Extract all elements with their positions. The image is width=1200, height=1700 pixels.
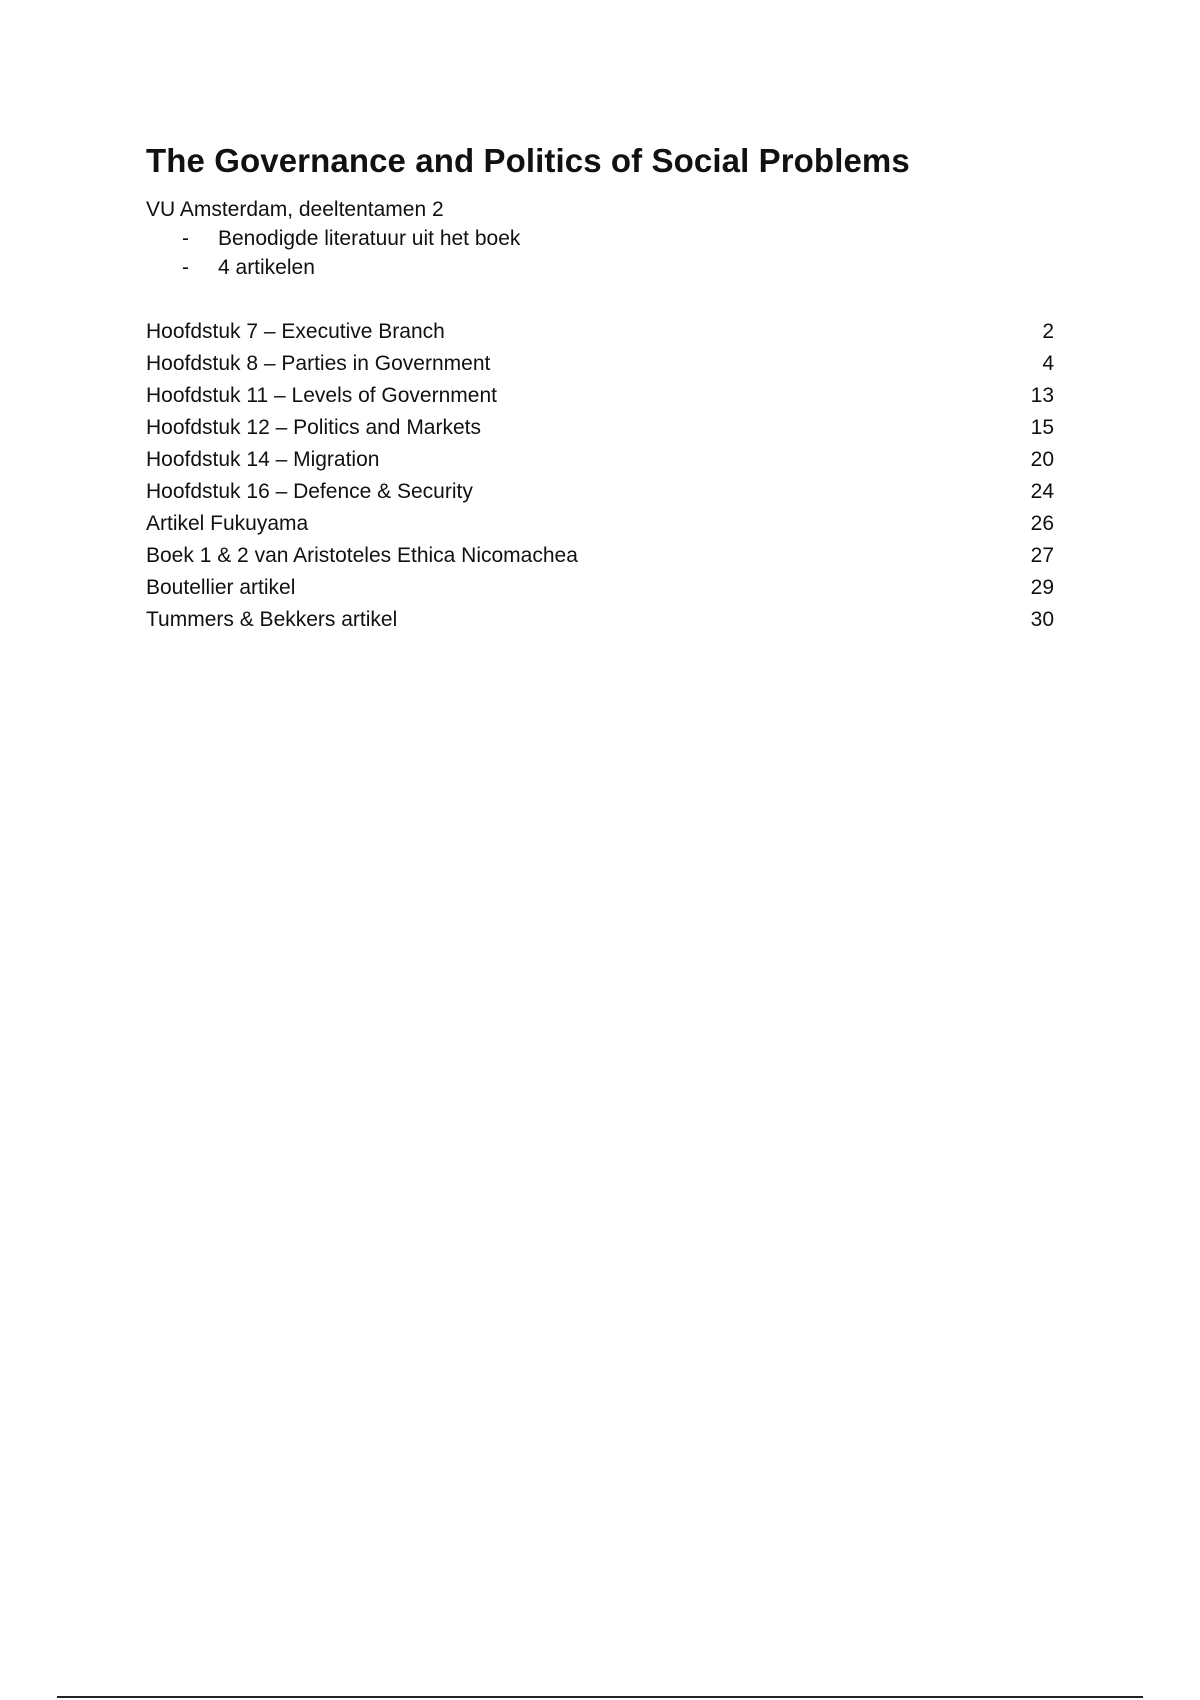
toc-entry-boutellier[interactable]: [146, 576, 1054, 608]
toc-entry-page-number: 30: [1030, 608, 1054, 631]
toc-entry-label: Artikel Fukuyama: [146, 512, 309, 535]
document-subtitle: VU Amsterdam, deeltentamen 2: [146, 198, 444, 221]
toc-entry-hoofdstuk-11[interactable]: [146, 384, 1054, 416]
toc-entry-aristoteles[interactable]: [146, 544, 1054, 576]
toc-entry-label: Boek 1 & 2 van Aristoteles Ethica Nicomachea: [146, 544, 578, 567]
toc-entry-label: Hoofdstuk 16 – Defence & Security: [146, 480, 473, 503]
toc-entry-label: Boutellier artikel: [146, 576, 296, 599]
bullet-marker: -: [182, 256, 189, 279]
toc-entry-hoofdstuk-7[interactable]: [146, 320, 1054, 352]
toc-entry-label: Hoofdstuk 8 – Parties in Government: [146, 352, 491, 375]
toc-entry-page-number: 26: [1030, 512, 1054, 535]
bullet-text: Benodigde literatuur uit het boek: [218, 227, 521, 250]
toc-entry-hoofdstuk-12[interactable]: [146, 416, 1054, 448]
toc-entry-label: Hoofdstuk 12 – Politics and Markets: [146, 416, 481, 439]
toc-entry-page-number: 15: [1030, 416, 1054, 439]
page-bottom-divider: [57, 1696, 1143, 1698]
bullet-marker: -: [182, 227, 189, 250]
toc-entry-tummers-bekkers[interactable]: [146, 608, 1054, 640]
toc-entry-hoofdstuk-14[interactable]: [146, 448, 1054, 480]
toc-entry-label: Hoofdstuk 11 – Levels of Government: [146, 384, 497, 407]
document-title: The Governance and Politics of Social Problems: [146, 142, 910, 179]
toc-entry-page-number: 29: [1030, 576, 1054, 599]
toc-entry-hoofdstuk-8[interactable]: [146, 352, 1054, 384]
toc-entry-page-number: 2: [1042, 320, 1054, 343]
table-of-contents: [146, 320, 1054, 640]
toc-entry-hoofdstuk-16[interactable]: [146, 480, 1054, 512]
toc-entry-label: Tummers & Bekkers artikel: [146, 608, 398, 631]
toc-entry-artikel-fukuyama[interactable]: [146, 512, 1054, 544]
toc-entry-page-number: 13: [1030, 384, 1054, 407]
toc-entry-label: Hoofdstuk 14 – Migration: [146, 448, 380, 471]
toc-entry-page-number: 27: [1030, 544, 1054, 567]
toc-entry-page-number: 24: [1030, 480, 1054, 503]
toc-entry-page-number: 20: [1030, 448, 1054, 471]
bullet-text: 4 artikelen: [218, 256, 315, 279]
toc-entry-page-number: 4: [1042, 352, 1054, 375]
toc-entry-label: Hoofdstuk 7 – Executive Branch: [146, 320, 445, 343]
